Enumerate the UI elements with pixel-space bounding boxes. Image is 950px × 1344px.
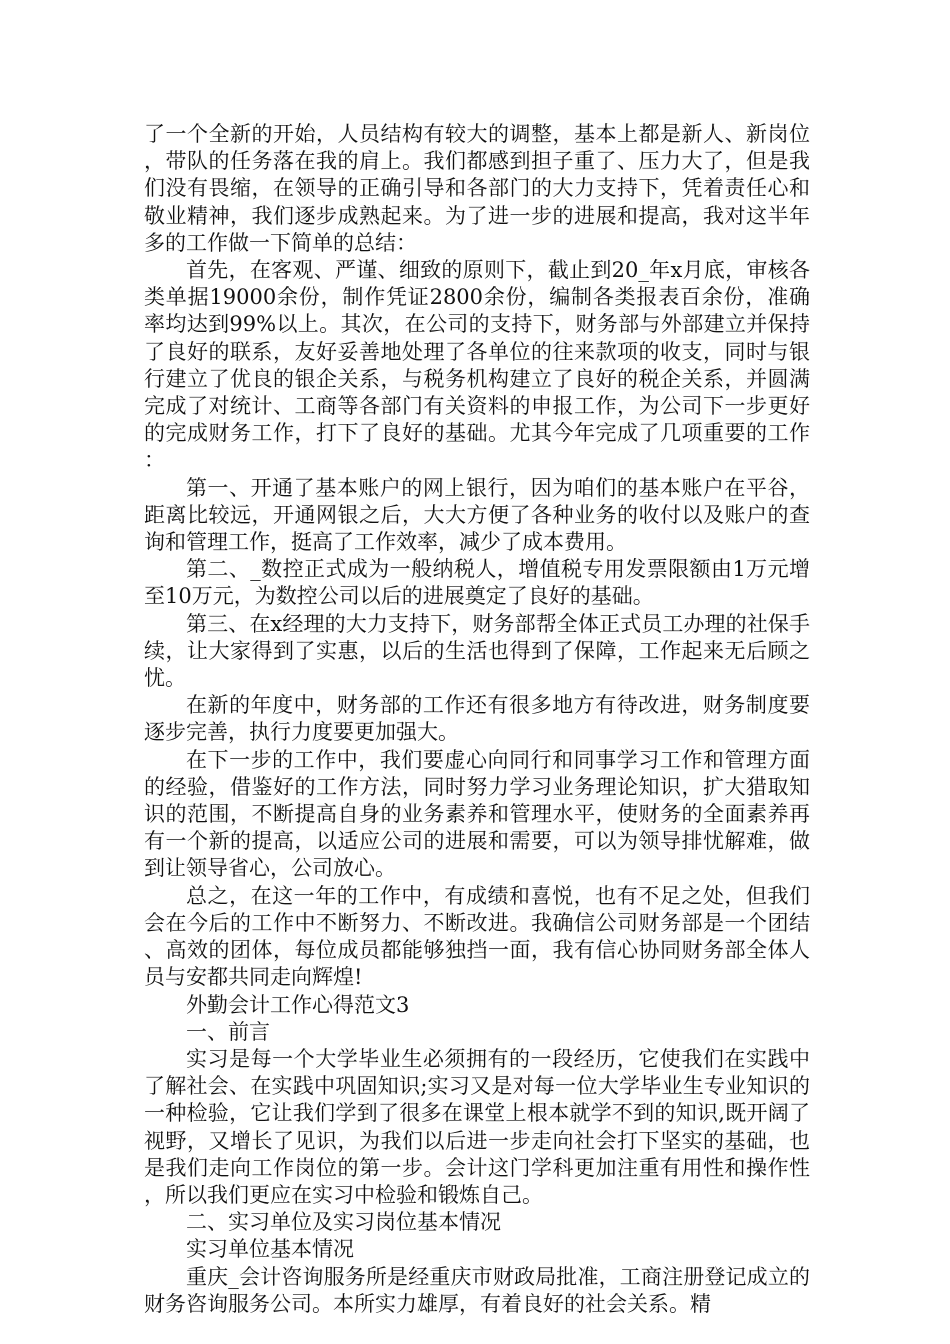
paragraph-item-3: 第三、在x经理的大力支持下，财务部帮全体正式员工办理的社保手续，让大家得到了实惠，以后的生活也得到了保障，工作起来无后顾之忧。 [144,611,810,691]
heading-internship-unit: 二、实习单位及实习岗位基本情况 [186,1210,501,1235]
paragraph-summary: 首先，在客观、严谨、细致的原则下，截止到20_年x月底，审核各类单据19000余份，制作凭证2800余份，编制各类报表百余份，准确率均达到99%以上。其次，在公司的支持下，财务部与外部建立并保持了良好的联系，友好妥善地处理了各单位的往来款项的收支，同时与银行建立了优良的银企关系，与税务机构建立了良好的税企关系，并圆满完成了对统计、工商等各部门有关资料的申报工作，为公司下一步更好的完成财务工作，打下了良好的基础。尤其今年完成了几项重要的工作： [144,258,810,473]
paragraph-new-year: 在新的年度中，财务部的工作还有很多地方有待改进，财务制度要逐步完善，执行力度要更加强大。 [144,693,810,745]
paragraph-intro: 了一个全新的开始，人员结构有较大的调整，基本上都是新人、新岗位，带队的任务落在我的肩上。我们都感到担子重了、压力大了，但是我们没有畏缩，在领导的正确引导和各部门的大力支持下，凭着责任心和敬业精神，我们逐步成熟起来。为了进一步的进展和提高，我对这半年多的工作做一下简单的总结： [144,122,810,255]
heading-preface: 一、前言 [186,1019,270,1044]
paragraph-item-2: 第二、_数控正式成为一般纳税人，增值税专用发票限额由1万元增至10万元，为数控公司以后的进展奠定了良好的基础。 [144,557,810,609]
document-page [144,121,810,1318]
paragraph-preface: 实习是每一个大学毕业生必须拥有的一段经历，它使我们在实践中了解社会、在实践中巩固知识;实习又是对每一位大学毕业生专业知识的一种检验，它让我们学到了很多在课堂上根本就学不到的知识,既开阔了视野，又增长了见识，为我们以后进一步走向社会打下坚实的基础，也是我们走向工作岗位的第一步。会计这门学科更加注重有用性和操作性，所以我们更应在实习中检验和锻炼自己。 [144,1046,810,1207]
subheading-unit-info: 实习单位基本情况 [186,1237,354,1262]
paragraph-next-step: 在下一步的工作中，我们要虚心向同行和同事学习工作和管理方面的经验，借鉴好的工作方法，同时努力学习业务理论知识，扩大猎取知识的范围，不断提高自身的业务素养和管理水平，使财务的全面素养再有一个新的提高，以适应公司的进展和需要，可以为领导排忧解难，做到让领导省心，公司放心。 [144,747,810,881]
paragraph-unit-info: 重庆_会计咨询服务所是经重庆市财政局批准，工商注册登记成立的财务咨询服务公司。本所实力雄厚，有着良好的社会关系。精 [144,1264,810,1316]
paragraph-item-1: 第一、开通了基本账户的网上银行，因为咱们的基本账户在平谷，距离比较远，开通网银之后，大大方便了各种业务的收付以及账户的查询和管理工作，挺高了工作效率，减少了成本费用。 [144,475,810,555]
paragraph-conclusion: 总之，在这一年的工作中，有成绩和喜悦，也有不足之处，但我们会在今后的工作中不断努力、不断改进。我确信公司财务部是一个团结、高效的团体，每位成员都能够独挡一面，我有信心协同财务部全体人员与安都共同走向辉煌! [144,883,810,990]
section-title: 外勤会计工作心得范文3 [186,992,410,1017]
